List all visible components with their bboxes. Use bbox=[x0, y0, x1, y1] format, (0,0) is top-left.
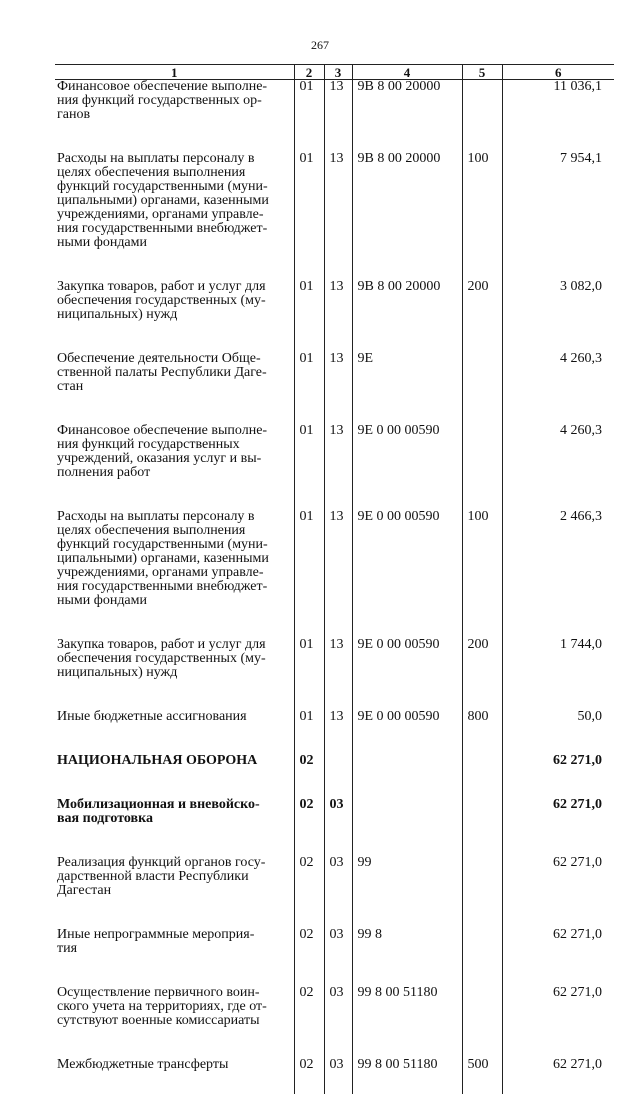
spacer-cell bbox=[462, 122, 502, 152]
spacer-cell bbox=[462, 956, 502, 986]
row-target-article: 9Е 0 00 00590 bbox=[352, 510, 462, 608]
spacer-cell bbox=[294, 724, 324, 754]
row-amount: 11 036,1 bbox=[502, 80, 614, 123]
row-section: 01 bbox=[294, 710, 324, 724]
row-subsection: 03 bbox=[324, 928, 352, 956]
row-spacer bbox=[55, 1072, 614, 1094]
row-section: 01 bbox=[294, 152, 324, 250]
row-section: 02 bbox=[294, 1058, 324, 1072]
row-expense-type bbox=[462, 352, 502, 394]
spacer-cell bbox=[352, 768, 462, 798]
spacer-cell bbox=[352, 724, 462, 754]
spacer-cell bbox=[352, 322, 462, 352]
spacer-cell bbox=[324, 680, 352, 710]
row-spacer bbox=[55, 956, 614, 986]
spacer-cell bbox=[294, 1028, 324, 1058]
spacer-cell bbox=[294, 1072, 324, 1094]
spacer-cell bbox=[502, 608, 614, 638]
row-amount: 4 260,3 bbox=[502, 352, 614, 394]
row-expense-type: 500 bbox=[462, 1058, 502, 1072]
row-expense-type: 100 bbox=[462, 510, 502, 608]
row-subsection: 13 bbox=[324, 424, 352, 480]
row-spacer bbox=[55, 898, 614, 928]
row-expense-type bbox=[462, 798, 502, 826]
table-row bbox=[55, 510, 614, 608]
header-cell-4: 4 bbox=[352, 65, 462, 80]
row-target-article: 9В 8 00 20000 bbox=[352, 280, 462, 322]
spacer-cell bbox=[352, 480, 462, 510]
spacer-cell bbox=[352, 608, 462, 638]
header-cell-6: 6 bbox=[502, 65, 614, 80]
spacer-cell bbox=[324, 322, 352, 352]
row-target-article bbox=[352, 798, 462, 826]
row-amount: 4 260,3 bbox=[502, 424, 614, 480]
row-section: 01 bbox=[294, 352, 324, 394]
spacer-cell bbox=[294, 768, 324, 798]
row-expense-type bbox=[462, 754, 502, 768]
spacer-cell bbox=[352, 122, 462, 152]
spacer-cell bbox=[352, 1072, 462, 1094]
table-row bbox=[55, 424, 614, 480]
spacer-cell bbox=[352, 826, 462, 856]
row-name: Мобилизационная и вневойско- вая подготовка bbox=[55, 798, 294, 826]
row-name: Иные бюджетные ассигнования bbox=[55, 710, 294, 724]
spacer-cell bbox=[55, 250, 294, 280]
row-expense-type bbox=[462, 928, 502, 956]
row-spacer bbox=[55, 608, 614, 638]
row-subsection: 03 bbox=[324, 986, 352, 1028]
spacer-cell bbox=[324, 394, 352, 424]
spacer-cell bbox=[294, 250, 324, 280]
row-section: 02 bbox=[294, 986, 324, 1028]
spacer-cell bbox=[462, 608, 502, 638]
spacer-cell bbox=[324, 768, 352, 798]
table-row bbox=[55, 638, 614, 680]
row-section: 01 bbox=[294, 80, 324, 123]
row-spacer bbox=[55, 322, 614, 352]
spacer-cell bbox=[324, 826, 352, 856]
row-expense-type bbox=[462, 856, 502, 898]
row-spacer bbox=[55, 122, 614, 152]
spacer-cell bbox=[502, 122, 614, 152]
spacer-cell bbox=[462, 394, 502, 424]
spacer-cell bbox=[324, 480, 352, 510]
row-section: 01 bbox=[294, 424, 324, 480]
spacer-cell bbox=[324, 608, 352, 638]
row-target-article: 9Е 0 00 00590 bbox=[352, 710, 462, 724]
row-name: Финансовое обеспечение выполне- ния функций государственных ор- ганов bbox=[55, 80, 294, 123]
row-subsection: 13 bbox=[324, 510, 352, 608]
row-expense-type: 200 bbox=[462, 638, 502, 680]
row-amount: 62 271,0 bbox=[502, 754, 614, 768]
row-amount: 3 082,0 bbox=[502, 280, 614, 322]
row-target-article: 9В 8 00 20000 bbox=[352, 80, 462, 123]
row-subsection: 03 bbox=[324, 798, 352, 826]
spacer-cell bbox=[324, 122, 352, 152]
spacer-cell bbox=[462, 1072, 502, 1094]
spacer-cell bbox=[55, 608, 294, 638]
row-subsection: 03 bbox=[324, 1058, 352, 1072]
spacer-cell bbox=[55, 898, 294, 928]
spacer-cell bbox=[324, 898, 352, 928]
row-name: Межбюджетные трансферты bbox=[55, 1058, 294, 1072]
header-cell-5: 5 bbox=[462, 65, 502, 80]
spacer-cell bbox=[294, 394, 324, 424]
spacer-cell bbox=[352, 394, 462, 424]
spacer-cell bbox=[324, 1072, 352, 1094]
table-body bbox=[55, 80, 614, 1094]
row-subsection: 13 bbox=[324, 352, 352, 394]
row-amount: 50,0 bbox=[502, 710, 614, 724]
row-section: 01 bbox=[294, 280, 324, 322]
row-amount: 62 271,0 bbox=[502, 856, 614, 898]
spacer-cell bbox=[55, 680, 294, 710]
table-row bbox=[55, 856, 614, 898]
row-expense-type bbox=[462, 986, 502, 1028]
spacer-cell bbox=[55, 1072, 294, 1094]
row-expense-type: 800 bbox=[462, 710, 502, 724]
spacer-cell bbox=[502, 1028, 614, 1058]
row-target-article: 9Е 0 00 00590 bbox=[352, 424, 462, 480]
table-row bbox=[55, 986, 614, 1028]
row-target-article: 99 bbox=[352, 856, 462, 898]
header-cell-2: 2 bbox=[294, 65, 324, 80]
row-subsection bbox=[324, 754, 352, 768]
table-row bbox=[55, 1058, 614, 1072]
row-name: Закупка товаров, работ и услуг для обеспечения государственных (му- ниципальных) нужд bbox=[55, 280, 294, 322]
spacer-cell bbox=[55, 724, 294, 754]
spacer-cell bbox=[502, 322, 614, 352]
spacer-cell bbox=[352, 250, 462, 280]
spacer-cell bbox=[324, 724, 352, 754]
row-name: Реализация функций органов госу- дарственной власти Республики Дагестан bbox=[55, 856, 294, 898]
spacer-cell bbox=[55, 122, 294, 152]
row-target-article: 99 8 00 51180 bbox=[352, 1058, 462, 1072]
spacer-cell bbox=[462, 680, 502, 710]
spacer-cell bbox=[294, 898, 324, 928]
budget-table bbox=[55, 64, 614, 1094]
spacer-cell bbox=[55, 768, 294, 798]
table-row bbox=[55, 280, 614, 322]
spacer-cell bbox=[502, 1072, 614, 1094]
row-target-article: 99 8 00 51180 bbox=[352, 986, 462, 1028]
spacer-cell bbox=[462, 480, 502, 510]
row-name: Обеспечение деятельности Обще- ственной палаты Республики Даге- стан bbox=[55, 352, 294, 394]
row-section: 01 bbox=[294, 510, 324, 608]
spacer-cell bbox=[55, 480, 294, 510]
spacer-cell bbox=[352, 680, 462, 710]
row-subsection: 13 bbox=[324, 710, 352, 724]
row-subsection: 03 bbox=[324, 856, 352, 898]
row-amount: 7 954,1 bbox=[502, 152, 614, 250]
spacer-cell bbox=[502, 826, 614, 856]
row-name: Закупка товаров, работ и услуг для обеспечения государственных (му- ниципальных) нужд bbox=[55, 638, 294, 680]
row-amount: 62 271,0 bbox=[502, 798, 614, 826]
spacer-cell bbox=[324, 956, 352, 986]
row-spacer bbox=[55, 1028, 614, 1058]
spacer-cell bbox=[294, 608, 324, 638]
row-expense-type bbox=[462, 424, 502, 480]
row-name: Осуществление первичного воин- ского учета на территориях, где от- сутствуют военные комиссариаты bbox=[55, 986, 294, 1028]
row-amount: 62 271,0 bbox=[502, 928, 614, 956]
table-row bbox=[55, 754, 614, 768]
table-row bbox=[55, 80, 614, 123]
spacer-cell bbox=[462, 724, 502, 754]
row-spacer bbox=[55, 826, 614, 856]
spacer-cell bbox=[294, 322, 324, 352]
spacer-cell bbox=[324, 250, 352, 280]
row-spacer bbox=[55, 250, 614, 280]
spacer-cell bbox=[462, 322, 502, 352]
spacer-cell bbox=[324, 1028, 352, 1058]
row-name: Расходы на выплаты персоналу в целях обеспечения выполнения функций государственными (муни- ципальными) органами, казенными учреждениями, органами управле- ния государственными внебюджет- ными фондами bbox=[55, 152, 294, 250]
row-amount: 1 744,0 bbox=[502, 638, 614, 680]
header-cell-1: 1 bbox=[55, 65, 294, 80]
row-spacer bbox=[55, 768, 614, 798]
row-spacer bbox=[55, 480, 614, 510]
spacer-cell bbox=[502, 898, 614, 928]
spacer-cell bbox=[55, 956, 294, 986]
row-section: 02 bbox=[294, 798, 324, 826]
row-spacer bbox=[55, 680, 614, 710]
row-spacer bbox=[55, 394, 614, 424]
row-target-article: 9Е 0 00 00590 bbox=[352, 638, 462, 680]
row-target-article: 9В 8 00 20000 bbox=[352, 152, 462, 250]
spacer-cell bbox=[462, 1028, 502, 1058]
table-row bbox=[55, 798, 614, 826]
row-section: 02 bbox=[294, 856, 324, 898]
spacer-cell bbox=[294, 480, 324, 510]
spacer-cell bbox=[294, 122, 324, 152]
row-amount: 62 271,0 bbox=[502, 986, 614, 1028]
spacer-cell bbox=[55, 322, 294, 352]
spacer-cell bbox=[294, 826, 324, 856]
spacer-cell bbox=[502, 768, 614, 798]
spacer-cell bbox=[502, 680, 614, 710]
spacer-cell bbox=[502, 956, 614, 986]
page-number: 267 bbox=[0, 38, 640, 53]
spacer-cell bbox=[462, 768, 502, 798]
table-row bbox=[55, 928, 614, 956]
spacer-cell bbox=[55, 394, 294, 424]
row-expense-type: 100 bbox=[462, 152, 502, 250]
row-expense-type bbox=[462, 80, 502, 123]
table-row bbox=[55, 352, 614, 394]
row-section: 02 bbox=[294, 928, 324, 956]
table-row bbox=[55, 710, 614, 724]
table-row bbox=[55, 152, 614, 250]
header-cell-3: 3 bbox=[324, 65, 352, 80]
row-section: 02 bbox=[294, 754, 324, 768]
row-subsection: 13 bbox=[324, 152, 352, 250]
row-amount: 62 271,0 bbox=[502, 1058, 614, 1072]
row-target-article: 99 8 bbox=[352, 928, 462, 956]
spacer-cell bbox=[55, 826, 294, 856]
spacer-cell bbox=[352, 898, 462, 928]
header-row bbox=[55, 65, 614, 80]
row-subsection: 13 bbox=[324, 638, 352, 680]
spacer-cell bbox=[502, 394, 614, 424]
spacer-cell bbox=[502, 724, 614, 754]
row-name: Иные непрограммные мероприя- тия bbox=[55, 928, 294, 956]
spacer-cell bbox=[294, 680, 324, 710]
row-name: НАЦИОНАЛЬНАЯ ОБОРОНА bbox=[55, 754, 294, 768]
spacer-cell bbox=[294, 956, 324, 986]
spacer-cell bbox=[462, 826, 502, 856]
row-target-article bbox=[352, 754, 462, 768]
spacer-cell bbox=[352, 956, 462, 986]
row-name: Расходы на выплаты персоналу в целях обеспечения выполнения функций государственными (муни- ципальными) органами, казенными учреждениями, органами управле- ния государственными внебюджет- ными фондами bbox=[55, 510, 294, 608]
row-section: 01 bbox=[294, 638, 324, 680]
row-subsection: 13 bbox=[324, 80, 352, 123]
row-spacer bbox=[55, 724, 614, 754]
spacer-cell bbox=[55, 1028, 294, 1058]
row-name: Финансовое обеспечение выполне- ния функций государственных учреждений, оказания услуг и вы- полнения работ bbox=[55, 424, 294, 480]
spacer-cell bbox=[462, 250, 502, 280]
row-target-article: 9Е bbox=[352, 352, 462, 394]
spacer-cell bbox=[502, 480, 614, 510]
spacer-cell bbox=[502, 250, 614, 280]
row-amount: 2 466,3 bbox=[502, 510, 614, 608]
row-subsection: 13 bbox=[324, 280, 352, 322]
spacer-cell bbox=[352, 1028, 462, 1058]
spacer-cell bbox=[462, 898, 502, 928]
row-expense-type: 200 bbox=[462, 280, 502, 322]
